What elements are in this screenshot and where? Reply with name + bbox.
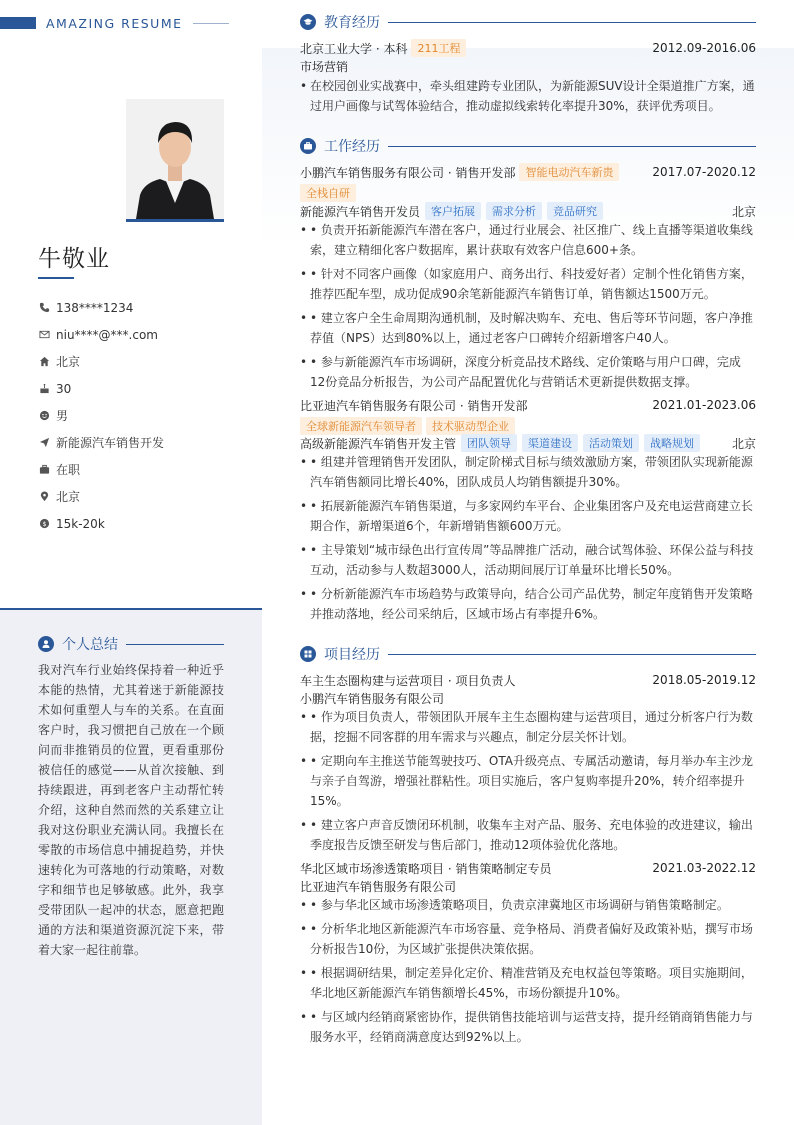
job-2-company-tags [296,417,515,435]
section-divider [126,644,224,645]
info-target-job [38,429,164,456]
skill-tag: 客户拓展 [425,202,481,220]
briefcase-icon [300,138,316,154]
project-date: 2018.05-2019.12 [652,673,756,687]
info-age [38,375,164,402]
work-section-title [300,136,756,156]
company-tag: 技术驱动型企业 [426,417,515,435]
project-1-bullets [300,707,756,859]
project-1-head [300,671,756,689]
company-tag: 全栈自研 [300,184,356,202]
skill-tag: 需求分析 [486,202,542,220]
brand-line [193,23,229,24]
list-item: • • 建立客户声音反馈闭环机制，收集车主对产品、服务、充电体验的改进建议，输出季度报告反馈至研发与售后部门，推动12项体验优化落地。 [300,815,756,855]
list-item: • • 分析新能源汽车市场趋势与政策导向，结合公司产品优势，制定年度销售开发策略并推动落地，经公司采纳后，区域市场占有率提升6%。 [300,584,756,624]
project-section-title [300,644,756,664]
project-org: 小鹏汽车销售服务有限公司 [300,691,445,706]
project-2-head [300,859,756,877]
home-icon [38,356,50,368]
education-major: 市场营销 [300,59,349,74]
email-text: niu****@***.com [56,327,158,342]
contact-info-list [38,294,164,537]
money-icon [38,518,50,530]
company-tag: 智能电动汽车新贵 [519,163,619,181]
list-item: • • 根据调研结果，制定差异化定价、精准营销及充电权益包等策略。项目实施期间，华北地区新能源汽车销售额增长45%，市场份额提升10%。 [300,963,756,1003]
school-tag: 211工程 [411,39,466,57]
section-divider [388,22,756,23]
info-home [38,348,164,375]
section-divider [388,146,756,147]
list-item: • 在校园创业实战赛中，牵头组建跨专业团队，为新能源SUV设计全渠道推广方案，通过用户画像与试驾体验结合，推动虚拟线索转化率提升30%，获评优秀项目。 [300,76,756,116]
phone-icon [38,302,50,314]
user-icon [38,636,54,652]
project-org: 比亚迪汽车销售服务有限公司 [300,879,457,894]
job-role: 新能源汽车销售开发员 [300,204,421,219]
gender-text: 男 [56,409,69,423]
candidate-name: 牛敬业 [38,246,110,272]
education-date: 2012.09-2016.06 [652,41,756,55]
info-phone [38,294,164,321]
location-icon [38,491,50,503]
send-icon [38,437,50,449]
job-role: 高级新能源汽车销售开发主管 [300,436,457,451]
summary-section-title [38,634,224,654]
list-item: • • 参与华北区域市场渗透策略项目，负责京津冀地区市场调研与销售策略制定。 [300,895,756,915]
phone-text: 138****1234 [56,300,134,315]
job-location: 北京 [731,204,756,219]
job-1-head [300,163,756,181]
job-2-role-line [300,434,756,452]
list-item: • • 参与新能源汽车市场调研，深度分析竞品技术路线、定价策略与用户口碑，完成12份竞品分析报告，为公司产品配置优化与营销话术更新提供数据支撑。 [300,352,756,392]
section-divider [388,654,756,655]
brand-text: AMAZING RESUME [46,15,183,31]
list-item: • • 作为项目负责人，带领团队开展车主生态圈构建与运营项目，通过分析客户行为数据，挖掘不同客群的用车需求与兴趣点，制定分层关怀计划。 [300,707,756,747]
status-text: 在职 [56,463,81,477]
gender-icon [38,410,50,422]
school-name: 北京工业大学 · 本科 [300,41,408,56]
brand-bar [0,17,36,29]
salary-text: 15k-20k [56,516,105,531]
job-date: 2021.01-2023.06 [652,398,756,412]
list-item: • • 主导策划“城市绿色出行宣传周”等品牌推广活动，融合试驾体验、环保公益与科技互动，活动参与人数超3000人，活动期间展厅订单量环比增长50%。 [300,540,756,580]
project-2-bullets [300,895,756,1051]
brand-header [0,14,229,32]
grid-icon [300,646,316,662]
job-1-extra-tags [296,184,356,202]
age-text: 30 [56,381,72,396]
skill-tag: 活动策划 [583,434,639,452]
cake-icon [38,383,50,395]
job-2-bullets [300,452,756,628]
info-email [38,321,164,348]
info-gender [38,402,164,429]
info-location [38,483,164,510]
education-bullets [300,76,756,120]
skill-tag: 竞品研究 [547,202,603,220]
project-name: 华北区域市场渗透策略项目 · 销售策略制定专员 [300,861,552,876]
project-title: 项目经历 [324,647,380,663]
briefcase-icon [38,464,50,476]
list-item: • • 拓展新能源汽车销售渠道，与多家网约车平台、企业集团客户及充电运营商建立长期合作，新增渠道6个，年新增销售额600万元。 [300,496,756,536]
list-item: • • 组建并管理销售开发团队，制定阶梯式目标与绩效激励方案，带领团队实现新能源汽车销售额同比增长40%，团队成员人均销售额提升30%。 [300,452,756,492]
graduation-cap-icon [300,14,316,30]
list-item: • • 分析华北地区新能源汽车市场容量、竞争格局、消费者偏好及政策补贴，撰写市场分析报告10份，为区域扩张提供决策依据。 [300,919,756,959]
location-text: 北京 [56,490,81,504]
job-location: 北京 [731,436,756,451]
name-underline [38,277,74,279]
job-date: 2017.07-2020.12 [652,165,756,179]
list-item: • • 与区域内经销商紧密协作，提供销售技能培训与运营支持，提升经销商销售能力与服务水平，经销商满意度达到92%以上。 [300,1007,756,1047]
company-name: 比亚迪汽车销售服务有限公司 · 销售开发部 [300,398,528,413]
company-tag: 全球新能源汽车领导者 [300,417,422,435]
list-item: • • 建立客户全生命周期沟通机制，及时解决购车、充电、售后等环节问题，客户净推荐值（NPS）达到80%以上，通过老客户口碑转介绍新增客户40人。 [300,308,756,348]
job-2-head [300,396,756,414]
svg-text:$: $ [41,519,47,528]
list-item: • • 定期向车主推送节能驾驶技巧、OTA升级亮点、专属活动邀请，每月举办车主沙龙与亲子自驾游，增强社群粘性。项目实施后，客户复购率提升20%，转介绍率提升15%。 [300,751,756,811]
job-1-role-line [300,202,756,220]
summary-text: 我对汽车行业始终保持着一种近乎本能的热情，尤其着迷于新能源技术如何重塑人与车的关系。在直面客户时，我习惯把自己放在一个顾问而非推销员的位置，更看重那份被信任的感觉——从首次接触、到持续跟进，再到老客户主动帮忙转介绍，这种自然而然的关系建立让我对这份职业充满认同。我擅长在零散的市场信息中捕捉趋势，并快速转化为可落地的行动策略，对数字和细节也足够敏感。此外，我享受带团队一起冲的状态，愿意把跑通的方法和渠道资源沉淀下来，带着大家一起往前靠。 [38,663,224,957]
info-status [38,456,164,483]
list-item: • • 针对不同客户画像（如家庭用户、商务出行、科技爱好者）定制个性化销售方案，推荐匹配车型，成功促成90余笔新能源汽车销售订单，销售额达1500万元。 [300,264,756,304]
project-date: 2021.03-2022.12 [652,861,756,875]
education-head [300,39,756,57]
mail-icon [38,329,50,341]
skill-tag: 渠道建设 [522,434,578,452]
company-name: 小鹏汽车销售服务有限公司 · 销售开发部 [300,165,516,180]
education-title: 教育经历 [324,15,380,31]
skill-tag: 战略规划 [644,434,700,452]
job-1-bullets [300,220,756,396]
work-title: 工作经历 [324,139,380,155]
project-name: 车主生态圈构建与运营项目 · 项目负责人 [300,673,516,688]
list-item: • • 负责开拓新能源汽车潜在客户，通过行业展会、社区推广、线上直播等渠道收集线索，建立精细化客户数据库，累计获取有效客户信息600+条。 [300,220,756,260]
profile-photo [126,99,224,222]
skill-tag: 团队领导 [461,434,517,452]
summary-title: 个人总结 [62,637,118,653]
home-text: 北京 [56,355,81,369]
target-job-text: 新能源汽车销售开发 [56,436,165,450]
info-salary [38,510,164,537]
education-section-title [300,12,756,32]
